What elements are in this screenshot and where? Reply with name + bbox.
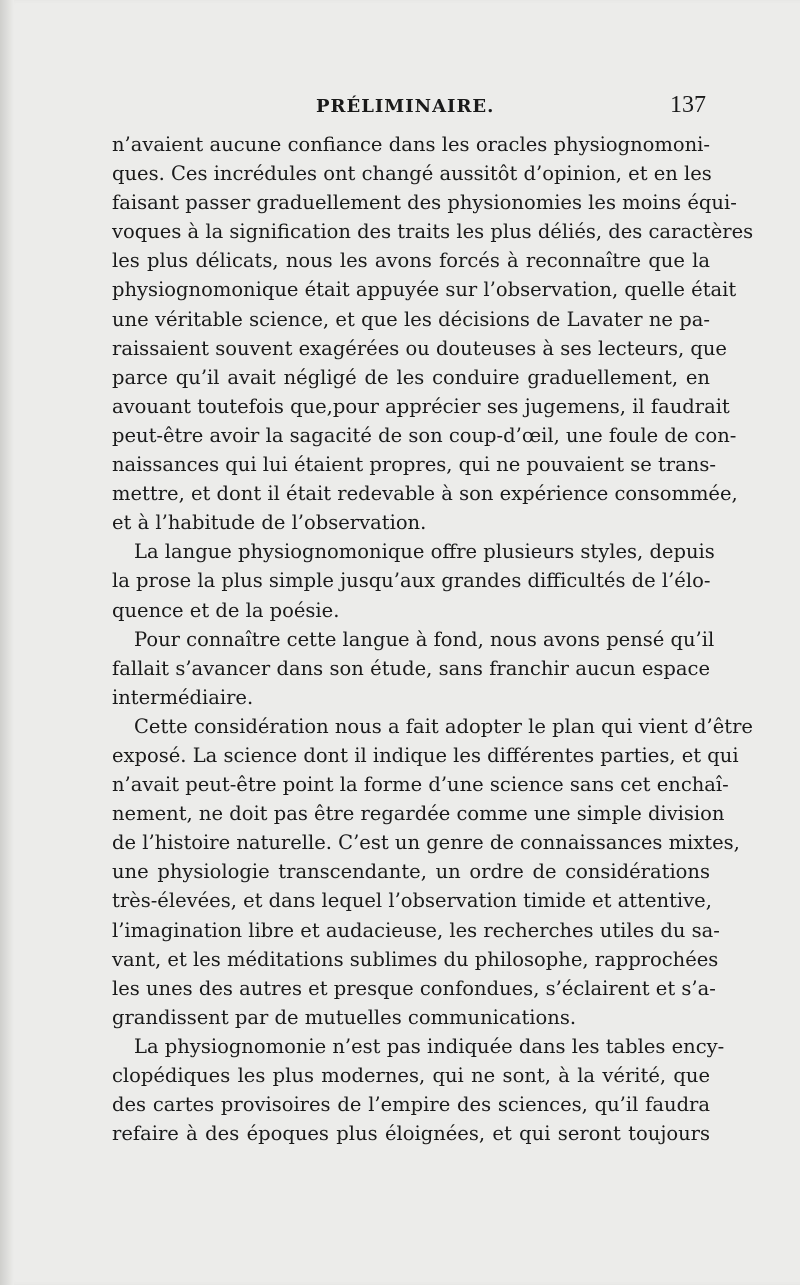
text-line: grandissent par de mutuelles communications. bbox=[112, 1005, 577, 1029]
text-line: n’avait peut-être point la forme d’une science sans cet enchaî- bbox=[112, 773, 729, 797]
text-line: avouant toutefois que,pour apprécier ses jugemens, il faudrait bbox=[112, 394, 730, 418]
text-line: intermédiaire. bbox=[112, 685, 254, 709]
text-line: et à l’habitude de l’observation. bbox=[112, 511, 427, 535]
text-line: très-élevées, et dans lequel l’observation timide et attentive, bbox=[112, 889, 712, 913]
text-line: nement, ne doit pas être regardée comme une simple division bbox=[112, 802, 725, 826]
text-line: faisant passer graduellement des physionomies les moins équi- bbox=[112, 191, 737, 215]
text-line: parce qu’il avait négligé de les conduire graduellement, en bbox=[112, 365, 710, 389]
text-line: des cartes provisoires de l’empire des sciences, qu’il faudra bbox=[112, 1093, 710, 1117]
text-line: Cette considération nous a fait adopter le plan qui vient d’être bbox=[134, 714, 753, 738]
text-line: Pour connaître cette langue à fond, nous avons pensé qu’il bbox=[134, 627, 715, 651]
text-line: n’avaient aucune confiance dans les oracles physiognomoni- bbox=[112, 133, 710, 156]
text-line: clopédiques les plus modernes, qui ne sont, à la vérité, que bbox=[112, 1064, 710, 1087]
text-line: les unes des autres et presque confondues, s’éclairent et s’a- bbox=[112, 976, 716, 1000]
text-line: peut-être avoir la sagacité de son coup-d’œil, une foule de con- bbox=[112, 423, 737, 447]
binding-shadow bbox=[0, 0, 14, 1285]
text-line: l’imagination libre et audacieuse, les recherches utiles du sa- bbox=[112, 918, 720, 942]
text-line: refaire à des époques plus éloignées, et qui seront toujours bbox=[112, 1122, 710, 1146]
text-line: une véritable science, et que les décisions de Lavater ne pa- bbox=[112, 307, 710, 331]
running-head bbox=[110, 92, 710, 126]
text-line: quence et de la poésie. bbox=[112, 598, 340, 622]
text-line: ques. Ces incrédules ont changé aussitôt d’opinion, et en les bbox=[112, 162, 712, 186]
body-text bbox=[112, 130, 754, 1148]
text-line: les plus délicats, nous les avons forcés à reconnaître que la bbox=[112, 249, 710, 273]
text-line: raissaient souvent exagérées ou douteuses à ses lecteurs, que bbox=[112, 336, 727, 360]
text-line: exposé. La science dont il indique les différentes parties, et qui bbox=[112, 743, 739, 767]
text-line: La physiognomonie n’est pas indiquée dans les tables ency- bbox=[134, 1034, 725, 1058]
running-title: PRÉLIMINAIRE. bbox=[316, 96, 495, 117]
text-line: voques à la signification des traits les plus déliés, des caractères bbox=[112, 220, 754, 244]
text-line: La langue physiognomonique offre plusieurs styles, depuis bbox=[134, 540, 715, 564]
text-line: physiognomonique était appuyée sur l’observation, quelle était bbox=[112, 278, 737, 302]
text-line: une physiologie transcendante, un ordre de considérations bbox=[112, 860, 710, 884]
text-line: fallait s’avancer dans son étude, sans franchir aucun espace bbox=[112, 656, 710, 680]
text-line: naissances qui lui étaient propres, qui ne pouvaient se trans- bbox=[112, 453, 716, 477]
text-line: mettre, et dont il était redevable à son expérience consommée, bbox=[112, 482, 738, 506]
text-line: vant, et les méditations sublimes du philosophe, rapprochées bbox=[112, 947, 719, 971]
text-line: de l’histoire naturelle. C’est un genre de connaissances mixtes, bbox=[112, 831, 740, 855]
text-line: la prose la plus simple jusqu’aux grandes difficultés de l’élo- bbox=[112, 569, 711, 593]
page-number: 137 bbox=[670, 92, 706, 118]
